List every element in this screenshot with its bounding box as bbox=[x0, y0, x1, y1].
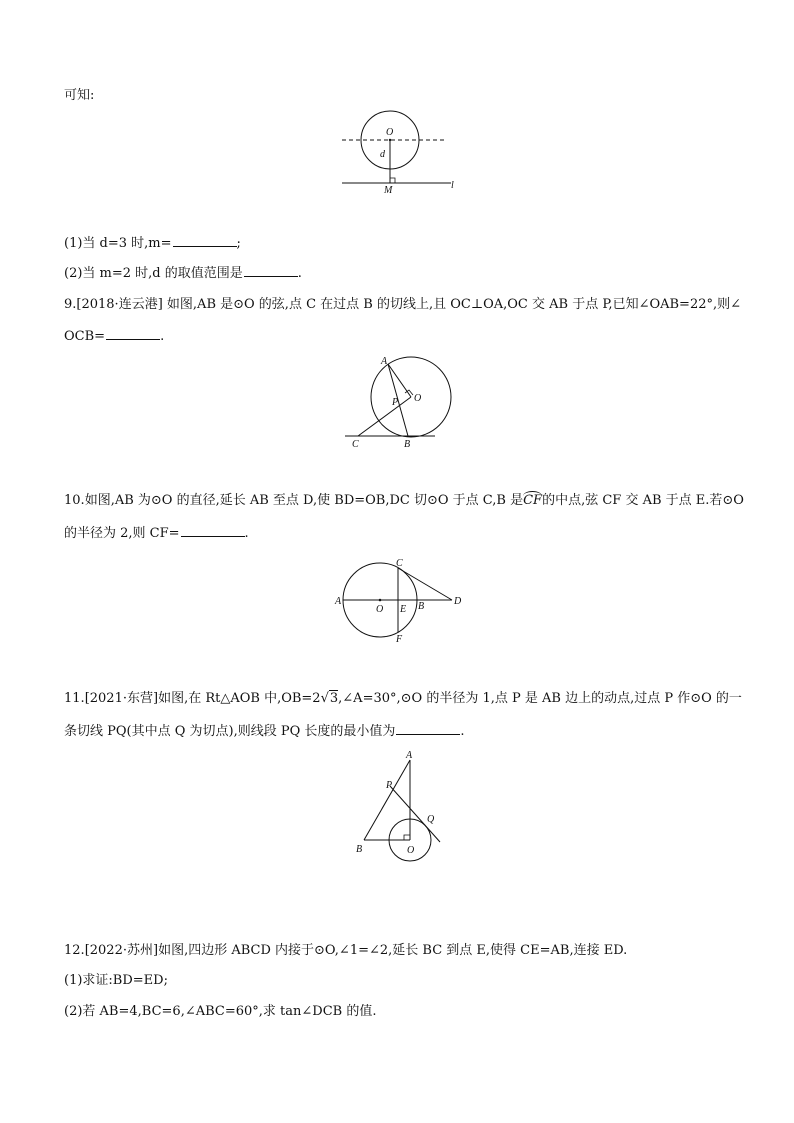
q10-text-b: 的中点,弦 CF 交 AB 于点 E.若⊙O bbox=[542, 493, 744, 508]
q12-source: [2022·苏州] bbox=[84, 943, 159, 958]
answer-blank bbox=[181, 524, 245, 537]
q11-text: 如图,在 Rt△AOB 中,OB=2 bbox=[158, 691, 321, 706]
q11-source: [2021·东营] bbox=[84, 691, 159, 706]
label-P: P bbox=[392, 397, 399, 408]
label-C: C bbox=[396, 558, 403, 569]
q11-line1: 11.[2021·东营]如图,在 Rt△AOB 中,OB=2√3,∠A=30°,⊙O 的半径为 1,点 P 是 AB 边上的动点,过点 P 作⊙O 的一 bbox=[64, 691, 742, 706]
label-Q: Q bbox=[427, 814, 435, 825]
q11-number: 11. bbox=[64, 691, 85, 706]
q8-sub2-text: (2)当 m=2 时,d 的取值范围是 bbox=[64, 266, 243, 281]
label-A: A bbox=[406, 750, 413, 761]
figure-q10 bbox=[330, 556, 470, 646]
q10-number: 10. bbox=[64, 493, 85, 508]
label-M: M bbox=[384, 185, 393, 196]
q9-number: 9. bbox=[64, 297, 77, 312]
label-B: B bbox=[404, 439, 411, 450]
label-O: O bbox=[376, 604, 384, 615]
label-B: B bbox=[356, 844, 363, 855]
q10-line1 bbox=[64, 492, 744, 510]
q12-text: 如图,四边形 ABCD 内接于⊙O,∠1=∠2,延长 BC 到点 E,使得 CE=AB,连接 ED. bbox=[158, 943, 628, 958]
label-C: C bbox=[352, 439, 359, 450]
q8-sub2: (2)当 m=2 时,d 的取值范围是 . bbox=[64, 266, 302, 281]
q10-line2: 的半径为 2,则 CF= . bbox=[64, 526, 249, 541]
label-F: F bbox=[396, 634, 403, 645]
q10-text: 如图,AB 为⊙O 的直径,延长 AB 至点 D,使 BD=OB,DC 切⊙O 于点 C,B 是 bbox=[84, 493, 524, 508]
label-P: P bbox=[386, 780, 393, 791]
label-O: O bbox=[386, 127, 394, 138]
q10-text-2: 的半径为 2,则 CF= bbox=[64, 526, 180, 541]
q11-text-2: 条切线 PQ(其中点 Q 为切点),则线段 PQ 长度的最小值为 bbox=[64, 724, 396, 739]
q11-line2: 条切线 PQ(其中点 Q 为切点),则线段 PQ 长度的最小值为 . bbox=[64, 724, 465, 739]
q12-sub1: (1)求证:BD=ED; bbox=[64, 973, 168, 988]
label-D: D bbox=[454, 596, 462, 607]
label-A: A bbox=[381, 356, 388, 367]
label-A: A bbox=[335, 596, 342, 607]
q9-text-2: OCB= bbox=[64, 329, 106, 344]
q9-text: 如图,AB 是⊙O 的弦,点 C 在过点 B 的切线上,且 OC⊥OA,OC 交 AB 于点 P,已知∠OAB=22°,则∠ bbox=[166, 297, 742, 312]
q9-source: [2018·连云港] bbox=[76, 297, 163, 312]
q12-sub2: (2)若 AB=4,BC=6,∠ABC=60°,求 tan∠DCB 的值. bbox=[64, 1004, 377, 1019]
q8-sub1: (1)当 d=3 时,m= ; bbox=[64, 236, 241, 251]
q9-line2: OCB= . bbox=[64, 329, 165, 344]
label-O: O bbox=[414, 393, 422, 404]
figure-q9 bbox=[340, 352, 460, 452]
figure-q11 bbox=[350, 752, 450, 857]
q9-line1 bbox=[64, 296, 741, 314]
figure-circle-line bbox=[336, 108, 466, 198]
answer-blank bbox=[173, 234, 237, 247]
label-d: d bbox=[380, 149, 385, 160]
label-l: l bbox=[451, 180, 454, 191]
answer-blank bbox=[244, 264, 298, 277]
arc-CF: CF bbox=[523, 493, 543, 508]
q8-sub1-text: (1)当 d=3 时,m= bbox=[64, 236, 172, 251]
q11-text-b: ,∠A=30°,⊙O 的半径为 1,点 P 是 AB 边上的动点,过点 P 作⊙O 的一 bbox=[338, 691, 742, 706]
answer-blank bbox=[396, 722, 460, 735]
intro-text: 可知: bbox=[64, 88, 95, 103]
label-O: O bbox=[407, 845, 415, 856]
answer-blank bbox=[106, 327, 160, 340]
label-E: E bbox=[400, 604, 407, 615]
sqrt-radicand: 3 bbox=[329, 691, 339, 706]
q12-number: 12. bbox=[64, 943, 85, 958]
label-B: B bbox=[418, 601, 425, 612]
q12-line1 bbox=[64, 942, 627, 960]
